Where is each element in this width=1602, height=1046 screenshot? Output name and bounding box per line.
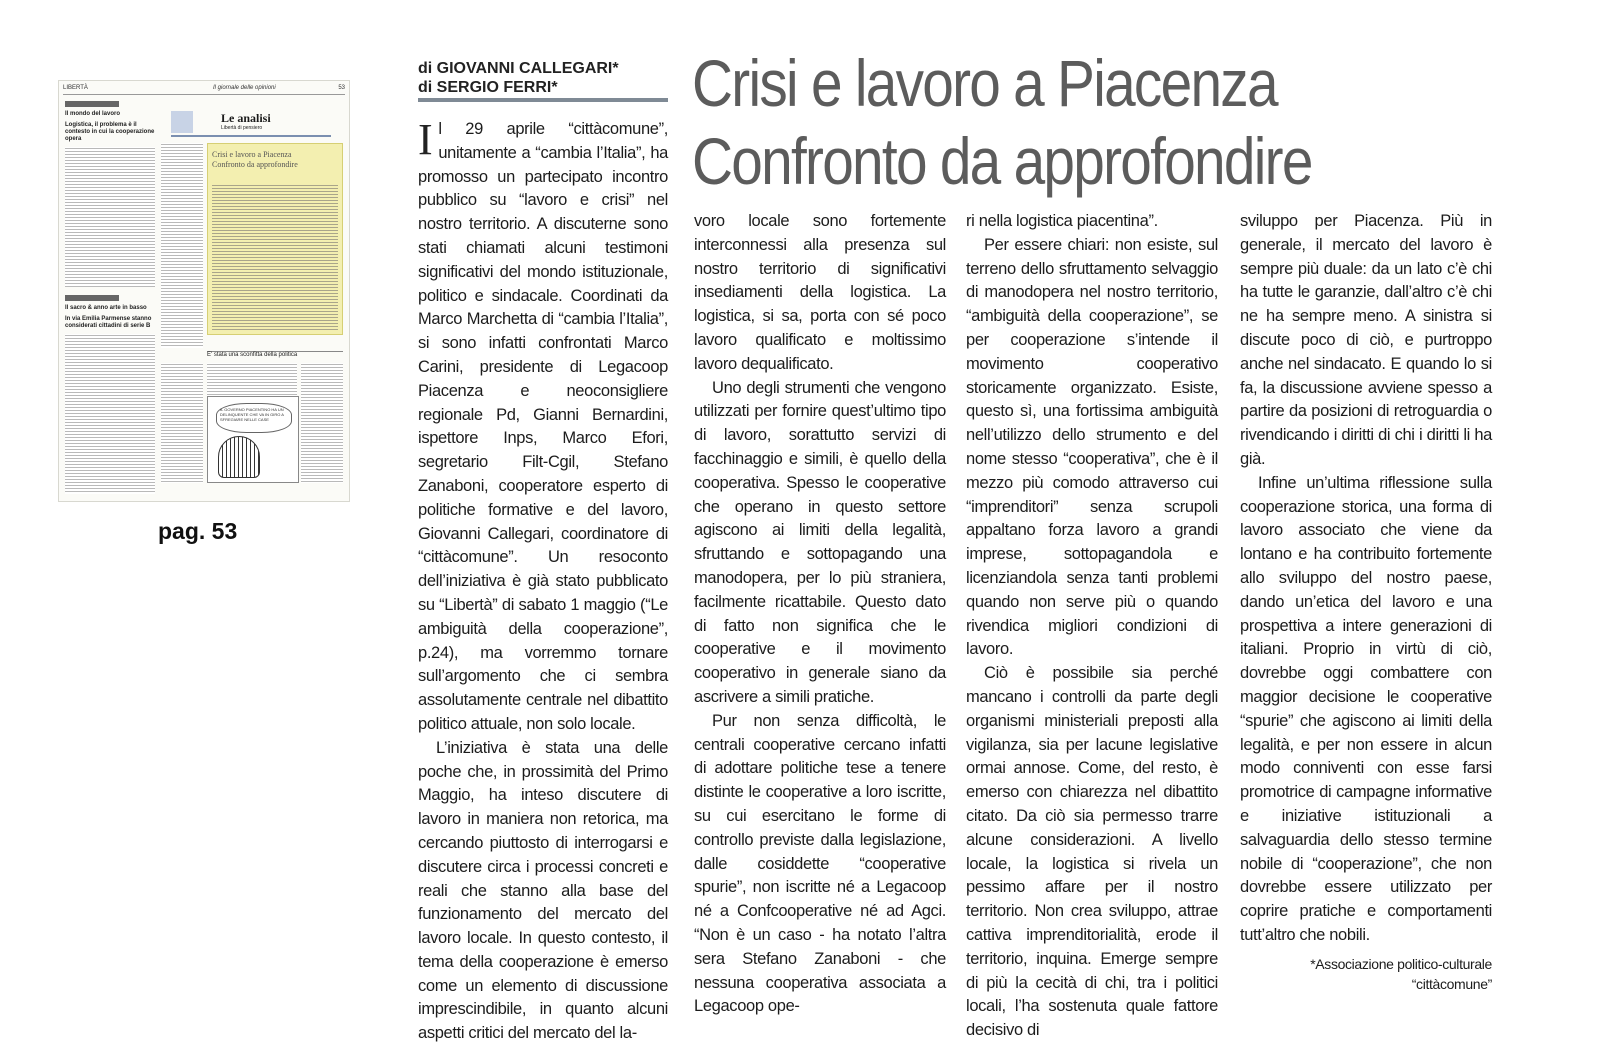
article-column-2 [694, 210, 946, 1019]
paragraph [418, 115, 668, 737]
thumbnail-article-text [212, 184, 338, 330]
thumbnail-left-kicker: Il mondo del lavoro [65, 111, 121, 117]
page-label: pag. 53 [158, 518, 238, 544]
thumbnail-text-block [161, 143, 203, 348]
byline-author-2: di SERGIO FERRI* [418, 79, 558, 96]
paragraph: Infine un’ultima riflessione sulla cooperazione storica, una forma di lavoro associato che viene da lontano e ha contribuito fortemente allo sviluppo del nostro paese, dando un’etica del lavoro e una prospettiva a intere generazioni di italiani. Proprio in virtù di ciò, dovrebbe oggi combattere con maggior decisione le cooperative “spurie” che agiscono ai limiti della legalità, e per non essere in alcun modo conniventi con esse farsi promotrice di campagne informative e iniziative istituzionali a salvaguardia dello stesso termine nobile di “cooperazione”, che non dovrebbe essere utilizzato per coprire pratiche e comportamenti tutt’altro che nobili. [1240, 473, 1492, 944]
article-column-4 [1240, 210, 1492, 994]
paragraph: Uno degli strumenti che vengono utilizzati per fornire quest’ultimo tipo di lavoro, sorattutto servizi di facchinaggio e simili, è quello della cooperativa. Spesso le cooperative che operano in questo settore agiscono ai limiti della legalità, sfruttando e sottopagando una manodopera, per lo più straniera, facilmente ricattabile. Questo dato di fatto non significa che le cooperative e il movimento cooperativo in generale siano da ascrivere a simili pratiche. [694, 378, 946, 706]
cartoon-speech-bubble: IL GOVERNO PIACENTINO HA UN DELINQUENTE CHE VA IN GIRO A SFREGIARE NELLE CASE [216, 403, 292, 433]
footnote-line-1: *Associazione politico-culturale [1310, 955, 1492, 972]
thumbnail-left-headline-2: In via Emilia Parmense stanno considerati cittadini di serie B [65, 316, 152, 329]
thumbnail-left-column [65, 101, 155, 491]
headline-line-2: Confronto da approfondire [692, 124, 1312, 198]
thumbnail-page-number: 53 [338, 85, 345, 91]
paragraph: Ciò è possibile sia perché mancano i controlli da parte degli organismi ministeriali preposti alla vigilanza, sia per lacune legislative ormai annose. Come, del resto, è emerso con chiarezza nel dibattito citato. Da ciò sia permesso trarre alcune considerazioni. A livello locale, la logistica si rivela un pessimo affare per il nostro territorio. Non crea sviluppo, attrae cattiva imprenditorialità, erode il territorio, inquina. Emerge sempre di più la cecità di chi, tra i politici locali, l’ha sostenuta quale fattore decisivo di [966, 664, 1218, 1040]
page-thumbnail[interactable] [58, 80, 350, 502]
paragraph: ri nella logistica piacentina”. [966, 212, 1158, 230]
headline-line-1: Crisi e lavoro a Piacenza [692, 46, 1277, 120]
paragraph-text: l 29 aprile “cittàcomune”, unitamente a “cambia l’Italia”, ha promosso un partecipato incontro pubblico su “lavoro e crisi” nel nostro territorio. A discuterne sono stati chiamati alcuni testimoni significativi del mondo istituzionale, politico e sindacale. Coordinati da Marco Marchetta di “cambia l’Italia”, si sono infatti confrontati Marco Carini, presidente di Legacoop Piacenza e neoconsigliere regionale Pd, Gianni Bernardini, ispettore Inps, Marco Efori, segretario Filt-Cgil, Stefano Zanaboni, cooperatore esperto di politiche formative e del lavoro, Giovanni Callegari, coordinatore di “cittàcomune”. Un resoconto dell’iniziativa è già stato pubblicato su “Libertà” di sabato 1 maggio (“Le ambiguità della cooperazione”, p.24), ma vorremmo tornare sull’argomento che ci sembra assolutamente centrale nel dibattito politico attuale, non solo locale. [418, 120, 668, 733]
thumbnail-article-headline-1: Crisi e lavoro a Piacenza [212, 150, 292, 159]
thumbnail-text-block [301, 363, 343, 483]
cartoon-figure-icon [218, 436, 260, 478]
author-footnote [1240, 954, 1492, 994]
paragraph: Pur non senza difficoltà, le centrali cooperative cercano infatti di adottare politiche tese a tenere distinte le cooperative a loro iscritte, su cui esercitano le forme di controllo previste dalla legislazione, dalle cosiddette “cooperative spurie”, non iscritte né a Legacoop né a Confcooperative né ad Agci. “Non è un caso - ha notato l’altra sera Stefano Zanaboni - che nessuna cooperativa associata a Legacoop ope- [694, 711, 946, 1016]
thumbnail-section-sub: Libertà di pensiero [221, 125, 263, 131]
footnote-line-2: “cittàcomune” [1411, 975, 1492, 992]
thumbnail-lower-headline: E' stata una sconfitta della politica [207, 351, 343, 360]
article-headline [692, 44, 1466, 200]
thumbnail-masthead [63, 84, 345, 95]
thumbnail-section-header [171, 109, 331, 137]
paragraph: L’iniziativa è stata una delle poche che, in prossimità del Primo Maggio, ha inteso discutere di lavoro in maniera non retorica, ma cercando piuttosto di interrogarsi e discutere circa i processi concreti e reali che stanno alla base del funzionamento del mercato del lavoro locale. In questo contesto, il tema della cooperazione è emerso come un elemento di discussione imprescindibile, in quanto alcuni aspetti critici del mercato del la- [418, 738, 668, 1043]
thumbnail-left-kicker-2: Il sacro & anno arte in basso [65, 305, 147, 311]
paragraph: Per essere chiari: non esiste, sul terreno dello sfruttamento selvaggio di manodopera nel nostro territorio, “ambiguità della cooperazione”, se per cooperazione s’intende il movimento cooperativo storicamente organizzato. Esiste, questo sì, una fortissima ambiguità nell’utilizzo dello strumento e del nome stesso “cooperativa”, che è il mezzo più comodo attraverso cui “imprenditori” senza scrupoli appaltano forza lavoro a grandi imprese, sottopagandola e licenziandola senza tanti problemi quando non serve più o quando rivendica migliori condizioni di lavoro. [966, 235, 1218, 659]
article-column-1 [418, 115, 668, 1046]
thumbnail-article-headline [212, 150, 298, 170]
thumbnail-cartoon [207, 396, 299, 483]
thumbnail-kicker-bar [65, 295, 119, 301]
thumbnail-text-block [161, 363, 203, 483]
byline-author-1: di GIOVANNI CALLEGARI* [418, 60, 619, 77]
thumbnail-section-title: Le analisi [221, 111, 271, 125]
byline [418, 59, 668, 97]
article-column-3 [966, 210, 1218, 1043]
thumbnail-article-headline-2: Confronto da approfondire [212, 160, 298, 169]
thumbnail-masthead-left: LIBERTÀ [63, 85, 88, 91]
thumbnail-text-block [65, 147, 155, 287]
thumbnail-right-area [161, 101, 343, 491]
thumbnail-masthead-center: Il giornale delle opinioni [213, 85, 276, 91]
thumbnail-text-block [65, 334, 155, 494]
thumbnail-left-headline: Logistica, il problema è il contesto in cui la cooperazione opera [65, 122, 155, 142]
thumbnail-section-logo [171, 111, 193, 133]
drop-cap: I [418, 115, 433, 164]
thumbnail-kicker-bar [65, 101, 119, 107]
thumbnail-highlighted-article [207, 143, 343, 335]
paragraph: voro locale sono fortemente interconnessi alla presenza sul nostro territorio di significativi insediamenti della logistica. La logistica, si sa, porta con sé poco lavoro qualificato e moltissimo lavoro dequalificato. [694, 212, 946, 373]
paragraph: sviluppo per Piacenza. Più in generale, il mercato del lavoro è sempre più duale: da un lato c’è chi ha tutte le garanzie, dall’altro c’è chi ne ha sempre meno. A sinistra si discute poco di ciò, e purtroppo anche nel sindacato. E quando lo si fa, la discussione avviene spesso a partire da posizioni di retroguardia o rivendicando i diritti di chi i diritti li ha già. [1240, 212, 1492, 468]
byline-divider [418, 98, 668, 102]
